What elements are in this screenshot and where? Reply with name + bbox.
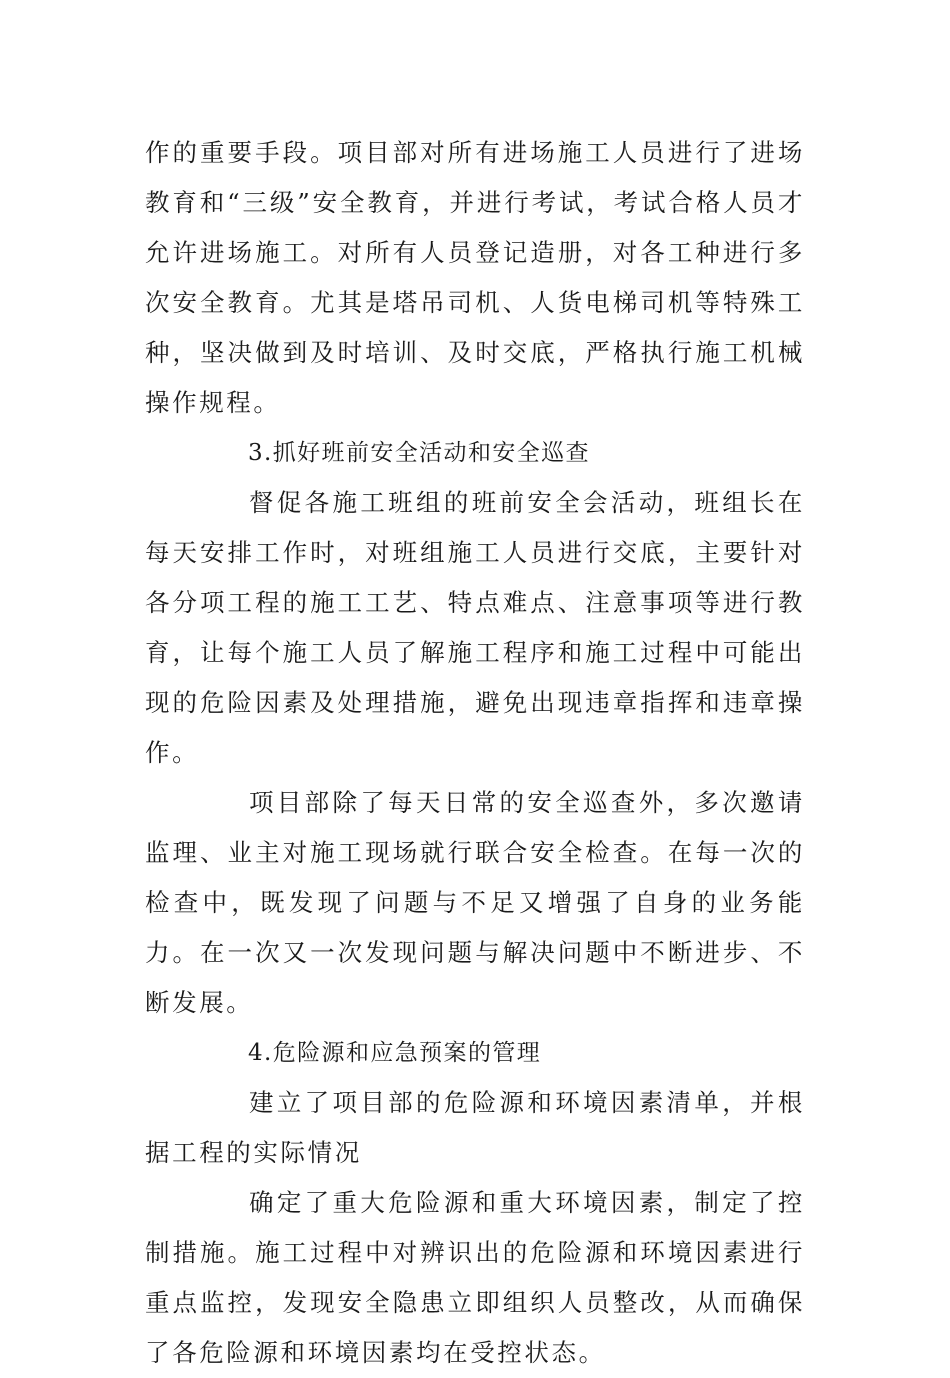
- section-heading-3: 3.抓好班前安全活动和安全巡查: [248, 440, 590, 466]
- document-body: [145, 128, 805, 1378]
- paragraph-3b: 项目部除了每天日常的安全巡查外，多次邀请监理、业主对施工现场就行联合安全检查。在每一次的检查中，既发现了问题与不足又增强了自身的业务能力。在一次又一次发现问题与解决问题中不断进步、不断发展。: [145, 788, 805, 1017]
- paragraph-intro: 作的重要手段。项目部对所有进场施工人员进行了进场教育和“三级”安全教育，并进行考试，考试合格人员才允许进场施工。对所有人员登记造册，对各工种进行多次安全教育。尤其是塔吊司机、人货电梯司机等特殊工种，坚决做到及时培训、及时交底，严格执行施工机械操作规程。: [145, 138, 805, 417]
- paragraph-4b: 确定了重大危险源和重大环境因素，制定了控制措施。施工过程中对辨识出的危险源和环境因素进行重点监控，发现安全隐患立即组织人员整改，从而确保了各危险源和环境因素均在受控状态。: [145, 1188, 805, 1367]
- paragraph-4a: 建立了项目部的危险源和环境因素清单，并根据工程的实际情况: [145, 1088, 805, 1167]
- section-heading-4: 4.危险源和应急预案的管理: [248, 1040, 542, 1066]
- paragraph-3a: 督促各施工班组的班前安全会活动，班组长在每天安排工作时，对班组施工人员进行交底，主要针对各分项工程的施工工艺、特点难点、注意事项等进行教育，让每个施工人员了解施工程序和施工过程中可能出现的危险因素及处理措施，避免出现违章指挥和违章操作。: [145, 488, 805, 767]
